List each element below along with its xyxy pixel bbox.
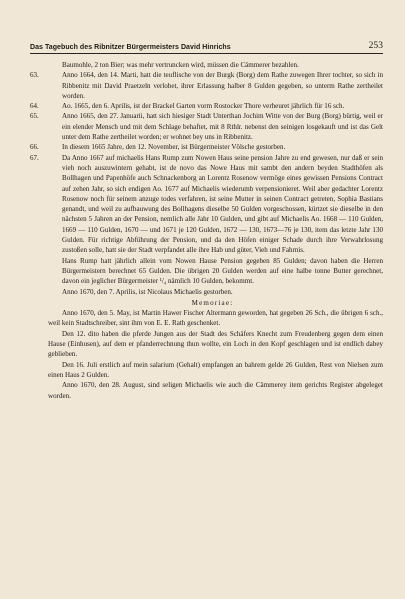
entry-number: 66. [30, 143, 39, 152]
entry-number: 67. [30, 153, 39, 162]
running-header [30, 41, 383, 54]
entry-text: Anno 1664, den 14. Marti, hatt die teuflische von der Burgk (Borg) dem Rathe zuwegen Ihrer tochter, so sich in Ribbenitz mit David Praetzeln verlobet, ihrer Erlassung halber 8 Gulden gegeben, so unterm Rathe zertheilet worden. [62, 71, 383, 100]
entry-number: 65. [30, 112, 39, 121]
entry-66 [30, 142, 383, 152]
entry-text: In diesem 1665 Jahre, den 12. November, ist Bürgermeister Völsche gestorben. [62, 143, 286, 152]
entry-64 [30, 101, 383, 111]
memoriae-paragraph: Anno 1670, den 28. August, sind seligen Michaelis wie auch die Cämmerey item gerichts Register abgeleget worden. [48, 381, 383, 400]
entry-text: Anno 1665, den 27. Januarii, hatt sich hiesiger Stadt Unterthan Jochim Witte von der Burg (Borg) bürtig, weil er ein elender Mensch und mit dem Schlage behaftet, mit 8 Rthlr. nebenst den seinigen losgekauft und ist das Gelt unter dem Rathe zertheilet worden; er wohnet bey uns in Ribbenitz. [62, 112, 383, 142]
entry-text: Ao. 1665, den 6. Aprilis, ist der Brackel Garten vorm Rostocker Thore verheuret jährlich für 16 sch. [62, 102, 345, 111]
entry-text: Da Anno 1667 auf michaelis Hans Rump zum Nowen Haus seine pension Jahre zu end gewesen, nur daß er sein vieh noch auszuwintern gehabt, ist de novo das Nowe Haus mit sambt den andern beyden Stadthöfen als Bollhagen und Papenhöfe auch Schnackenborg an Lorentz Rosenow vermöge eines gewissen Pensions Contract auf zehen Jahr, so sich endigen Ao. 1677 auf Michaelis wiederumb verpensionieret. Weil aber gedachter Lorentz Rosenow noch für seinem anzuge todes verfahren, ist seine Mutter in seinen Contract getreten, Sophia Bastians genandt, und weil zu aufbauwung des Bollhagens dieselbe 50 Gulden vorgeschossen, kürtzet sie dieselbe in den nächsten 5 Jahren an der Pension, nemlich alle Jahr 10 Gulden, und gibt auf Michaelis Ao. 1668 — 110 Gulden, 1669 — 110 Gulden, 1670 — und 1671 je 120 Gulden, 1672 — 130, 1673—76 je 130, item das letzte Jahr 130 Gulden. Für richtige Abführung der Pension, und da den Höfen einiger Schade durch ihre Verwahrlosung zustoßen solle, hatt sie der Stadt verpfandet alle ihre Hab und güter, Vieh und Fahrnis. [62, 153, 383, 255]
continued-text: Baumohle, 2 ton Bier; was mehr vertruncken wird, müssen die Cämmerer bezahlen. [62, 61, 299, 69]
entry-number: 63. [30, 71, 39, 80]
memoriae-paragraph: Anno 1670, den 5. May, ist Martin Hawer Fischer Altermann geworden, hat gegeben 26 Sch., die übrigen 6 sch., weil kein Stadtschreiber, sint ihm von E. E. Rath geschenket. [48, 309, 383, 328]
entry-number: 64. [30, 102, 39, 111]
page-body [30, 60, 383, 401]
continuation-paragraph: Anno 1670, den 7. Aprilis, ist Nicolaus Michaelis gestorben. [62, 287, 233, 296]
running-header-title: Das Tagebuch des Ribnitzer Bürgermeisters David Hinrichs [30, 44, 231, 51]
entry-67 [30, 153, 383, 256]
memoriae-paragraph: Den 16. Juli erstlich auf mein salarium (Gehalt) empfangen an bahrem gelde 26 Gulden, Rest von Nielsen zum einen Haus 2 Gulden. [48, 360, 383, 379]
entry-65 [30, 111, 383, 142]
continuation-paragraph: Hans Rump hatt jährlich allein vom Nowen Hause Pension gegeben 85 Gulden; davon haben die Herren Bürgermeistern berechnet 65 Gulden. Die übrigen 20 Gulden werden auf eine halbe tonne Butter gerechnet, davon ein jeglicher Bürgermeister ¹/₄ nämlich 10 Gulden, bekommt. [62, 256, 383, 286]
entry-63 [30, 70, 383, 101]
memoriae-heading: Memoriae: [191, 298, 234, 307]
page-number: 253 [368, 41, 383, 51]
memoriae-paragraph: Den 12. dito haben die pferde Jungen aus der Stadt des Schäfers Knecht zum Freudenberg gegen dem einen Hause (Einhusen), auf dem er pfanderrechnung thun wollte, ein Loch in den Kopf geschlagen und ist endlich dabey geblieben. [48, 329, 383, 359]
